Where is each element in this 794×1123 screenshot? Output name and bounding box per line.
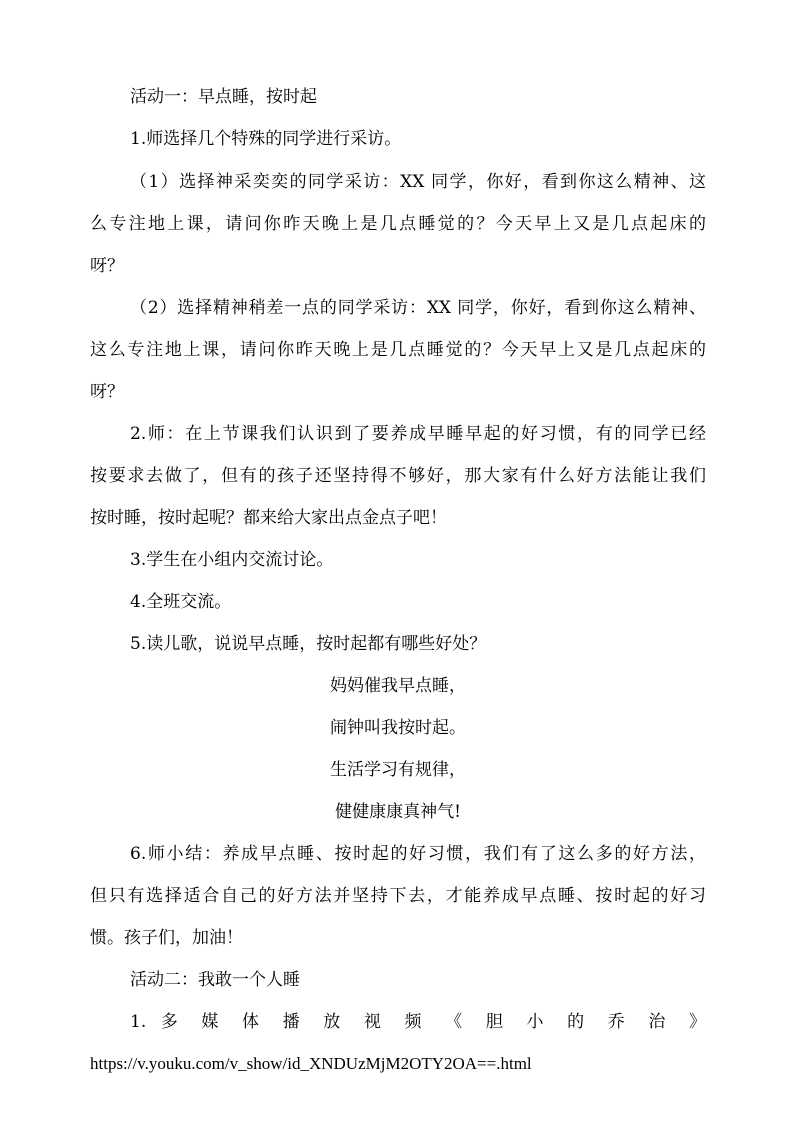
paragraph-1-2-line-1: （2）选择精神稍差一点的同学采访：XX 同学，你好，看到你这么精神、	[130, 298, 706, 318]
paragraph-2-line-2: 按要求去做了，但有的孩子还坚持得不够好，那大家有什么好方法能让我们	[90, 466, 706, 486]
paragraph-1: 1.师选择几个特殊的同学进行采访。	[130, 129, 402, 149]
poem-line: 妈妈催我早点睡，	[330, 676, 466, 696]
paragraph-5: 5.读儿歌，说说早点睡，按时起都有哪些好处？	[130, 634, 487, 654]
paragraph-1-2-line-3: 呀？	[90, 382, 124, 402]
paragraph-2-line-1: 2.师：在上节课我们认识到了要养成早睡早起的好习惯，有的同学已经	[130, 424, 706, 444]
paragraph-6-line-1: 6.师小结：养成早点睡、按时起的好习惯，我们有了这么多的好方法，	[130, 844, 706, 864]
paragraph-3: 3.学生在小组内交流讨论。	[130, 550, 334, 570]
poem-line: 闹钟叫我按时起。	[330, 718, 466, 738]
paragraph-2-line-3: 按时睡，按时起呢？都来给大家出点金点子吧！	[90, 508, 447, 528]
activity2-paragraph-1-line-1: 1. 多 媒 体 播 放 视 频 《 胆 小 的 乔 治 》	[130, 1012, 706, 1032]
paragraph-1-1-line-2: 么专注地上课，请问你昨天晚上是几点睡觉的？今天早上又是几点起床的	[90, 214, 706, 234]
paragraph-1-1-line-3: 呀？	[90, 256, 124, 276]
activity2-heading: 活动二：我敢一个人睡	[130, 970, 300, 990]
paragraph-1-1-line-1: （1）选择神采奕奕的同学采访：XX 同学，你好，看到你这么精神、这	[130, 172, 706, 192]
poem-line: 生活学习有规律，	[330, 760, 466, 780]
video-url: https://v.youku.com/v_show/id_XNDUzMjM2OTY2OA==.html	[90, 1054, 532, 1073]
paragraph-6-line-3: 惯。孩子们，加油！	[90, 928, 243, 948]
paragraph-6-line-2: 但只有选择适合自己的好方法并坚持下去，才能养成早点睡、按时起的好习	[90, 886, 706, 906]
paragraph-4: 4.全班交流。	[130, 592, 232, 612]
activity1-heading: 活动一：早点睡，按时起	[130, 87, 317, 107]
poem-line: 健健康康真神气!	[335, 802, 461, 822]
paragraph-1-2-line-2: 这么专注地上课，请问你昨天晚上是几点睡觉的？今天早上又是几点起床的	[90, 340, 706, 360]
